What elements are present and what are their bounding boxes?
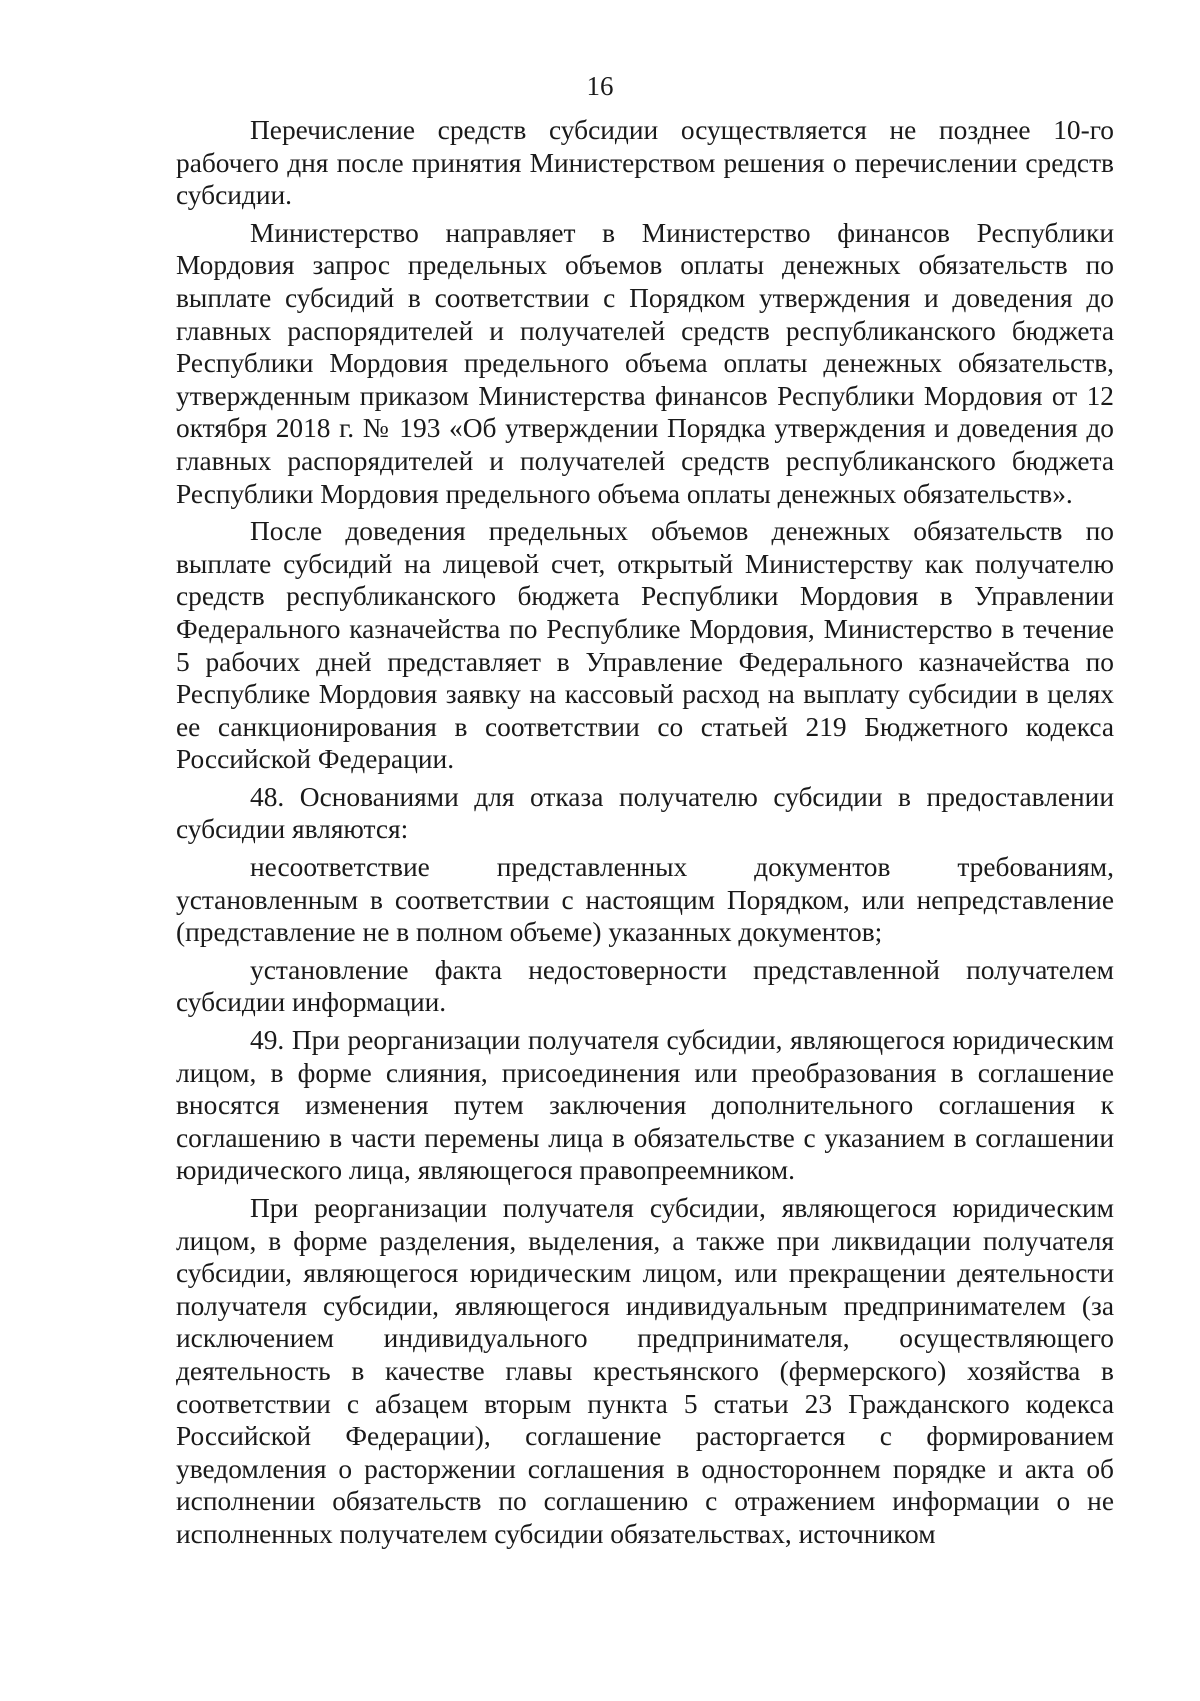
paragraph-agreement-termination: При реорганизации получателя субсидии, являющегося юридическим лицом, в форме разделения, выделения, а также при ликвидации получателя субсидии, являющегося юридическим лицом, или прекращении деятельности получателя субсидии, являющегося индивидуальным предпринимателем (за исключением индивидуального предпринимателя, осуществляющего деятельность в качестве главы крестьянского (фермерского) хозяйства в соответствии с абзацем вторым пункта 5 статьи 23 Гражданского кодекса Российской Федерации), соглашение расторгается с формированием уведомления о расторжении соглашения в одностороннем порядке и акта об исполнении обязательств по соглашению с отражением информации о не исполненных получателем субсидии обязательствах, источником (176, 1193, 1114, 1549)
paragraph-refusal-ground-false-info: установление факта недостоверности представленной получателем субсидии информации. (176, 954, 1114, 1018)
document-body (176, 114, 1114, 1556)
paragraph-refusal-ground-documents: несоответствие представленных документов требованиям, установленным в соответствии с настоящим Порядком, или непредставление (представление не в полном объеме) указанных документов; (176, 852, 1114, 948)
paragraph-item-49-reorganization: 49. При реорганизации получателя субсидии, являющегося юридическим лицом, в форме слияния, присоединения или преобразования в соглашение вносятся изменения путем заключения дополнительного соглашения к соглашению в части перемены лица в обязательстве с указанием в соглашении юридического лица, являющегося правопреемником. (176, 1025, 1114, 1186)
page-number: 16 (586, 71, 614, 101)
paragraph-subsidy-transfer-deadline: Перечисление средств субсидии осуществляется не позднее 10-го рабочего дня после принятия Министерством решения о перечислении средств субсидии. (176, 115, 1114, 211)
paragraph-item-48-refusal-grounds: 48. Основаниями для отказа получателю субсидии в предоставлении субсидии являются: (176, 781, 1114, 845)
paragraph-cash-expense-application: После доведения предельных объемов денежных обязательств по выплате субсидий на лицевой счет, открытый Министерству как получателю средств республиканского бюджета Республики Мордовия в Управлении Федерального казначейства по Республике Мордовия, Министерство в течение 5 рабочих дней представляет в Управление Федерального казначейства по Республике Мордовия заявку на кассовый расход на выплату субсидии в целях ее санкционирования в соответствии со статьей 219 Бюджетного кодекса Российской Федерации. (176, 516, 1114, 775)
paragraph-limit-request: Министерство направляет в Министерство финансов Республики Мордовия запрос предельных объемов оплаты денежных обязательств по выплате субсидий в соответствии с Порядком утверждения и доведения до главных распорядителей и получателей средств республиканского бюджета Республики Мордовия предельного объема оплаты денежных обязательств, утвержденным приказом Министерства финансов Республики Мордовия от 12 октября 2018 г. № 193 «Об утверждении Порядка утверждения и доведения до главных распорядителей и получателей средств республиканского бюджета Республики Мордовия предельного объема оплаты денежных обязательств». (176, 217, 1114, 509)
